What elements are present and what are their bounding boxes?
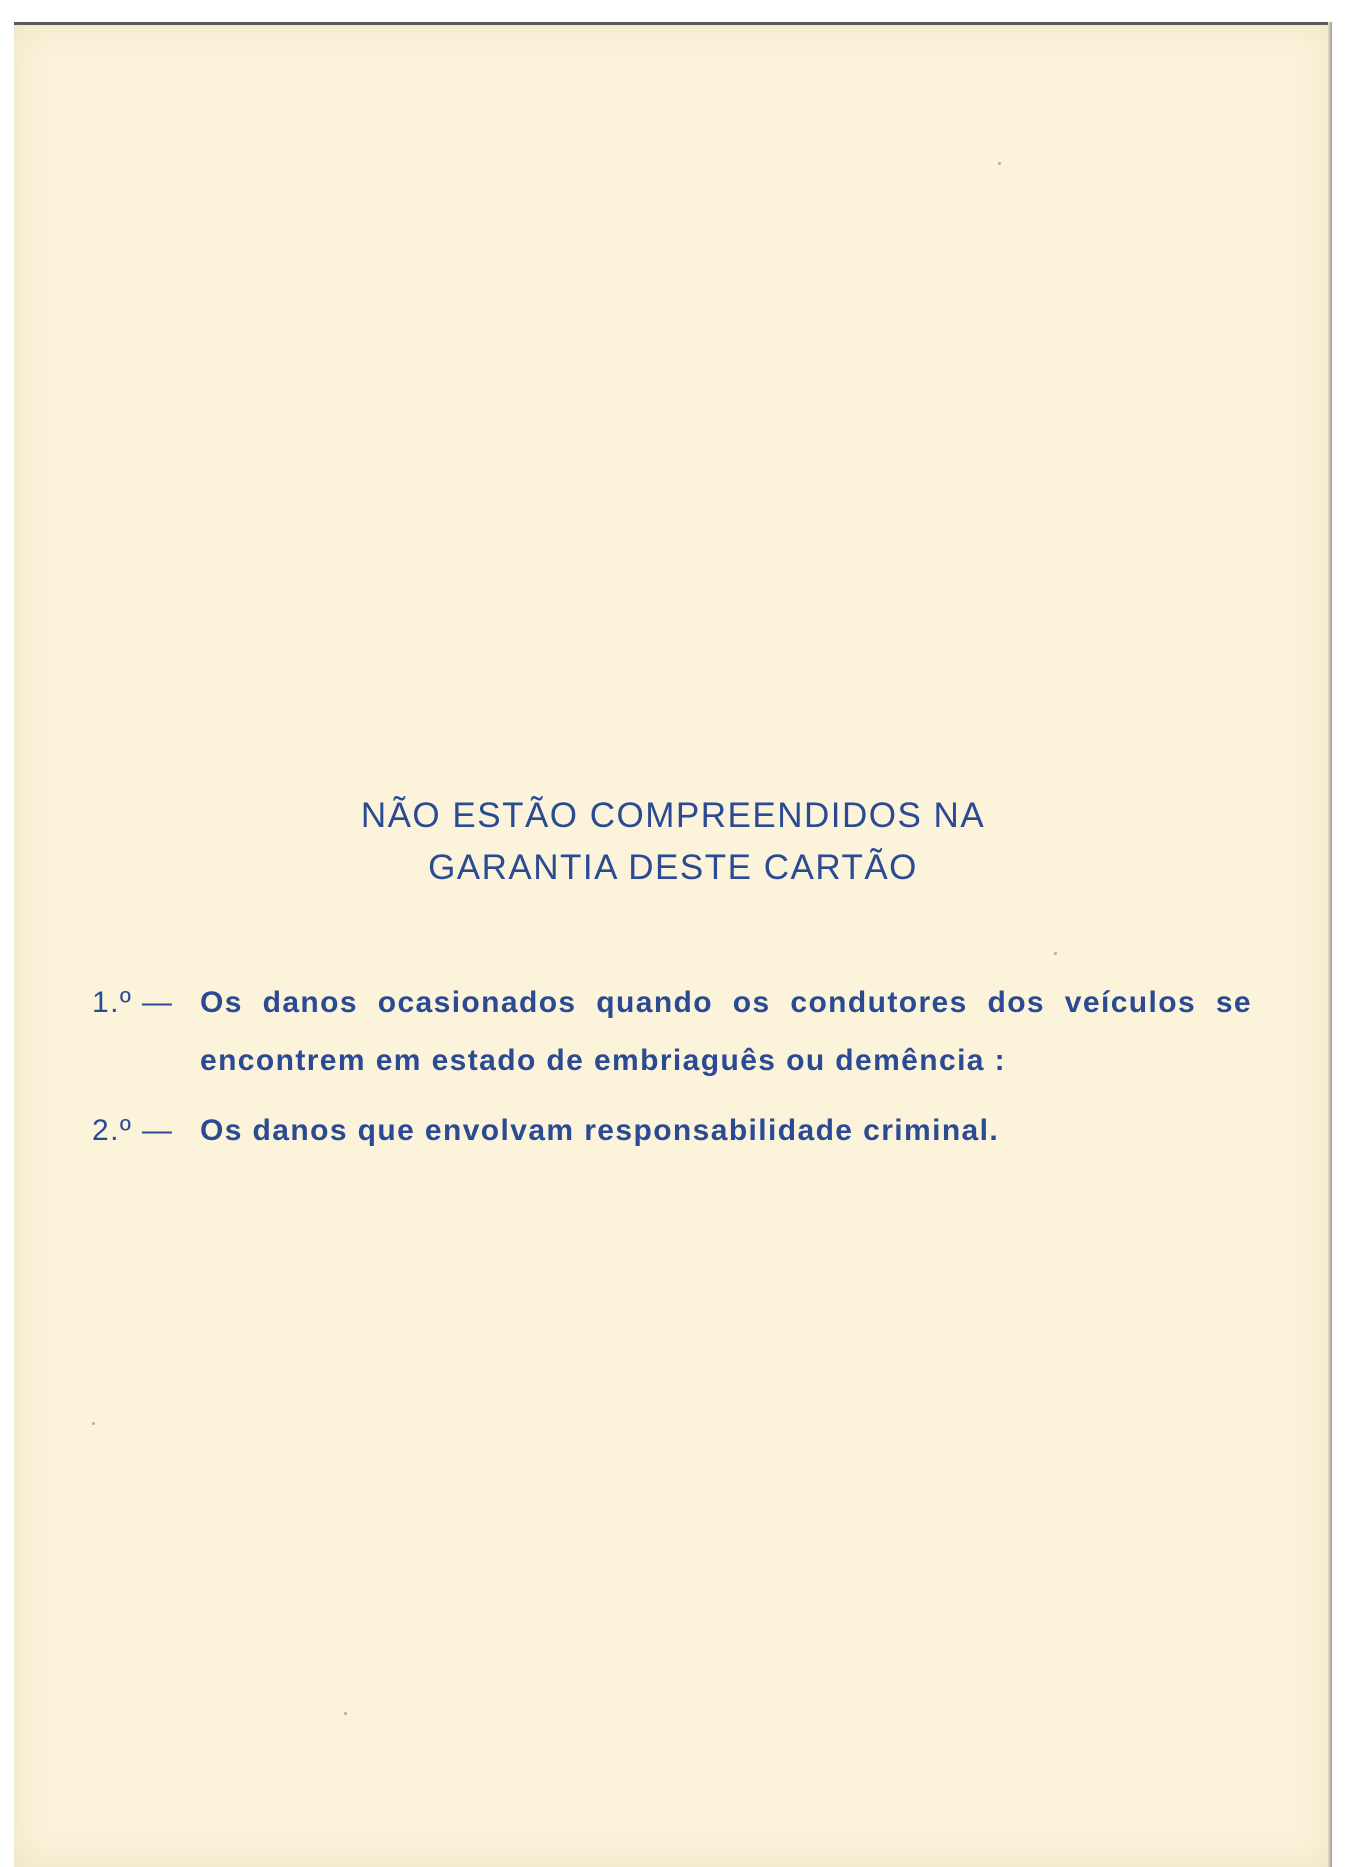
paper-speck: [92, 1422, 95, 1425]
paper-speck: [1054, 952, 1057, 955]
clause-number: 2.º —: [92, 1114, 174, 1147]
clause-text: Os danos que envolvam responsabilidade criminal.: [200, 1114, 1000, 1147]
heading: [14, 790, 1332, 894]
clause-number: 1.º —: [92, 986, 174, 1019]
clause-text: Os danos ocasionados quando os condutores dos veículos se encontrem em estado de embriaguês ou demência :: [200, 986, 1252, 1077]
paper-speck: [998, 162, 1001, 165]
clause-list: [92, 974, 1252, 1160]
clause-item: [92, 974, 1252, 1090]
paper-speck: [344, 1712, 347, 1715]
clause-item: [92, 1102, 1252, 1160]
heading-line-2: GARANTIA DESTE CARTÃO: [428, 848, 918, 887]
heading-line-1: NÃO ESTÃO COMPREENDIDOS NA: [360, 796, 986, 835]
document-page: [14, 22, 1332, 1867]
